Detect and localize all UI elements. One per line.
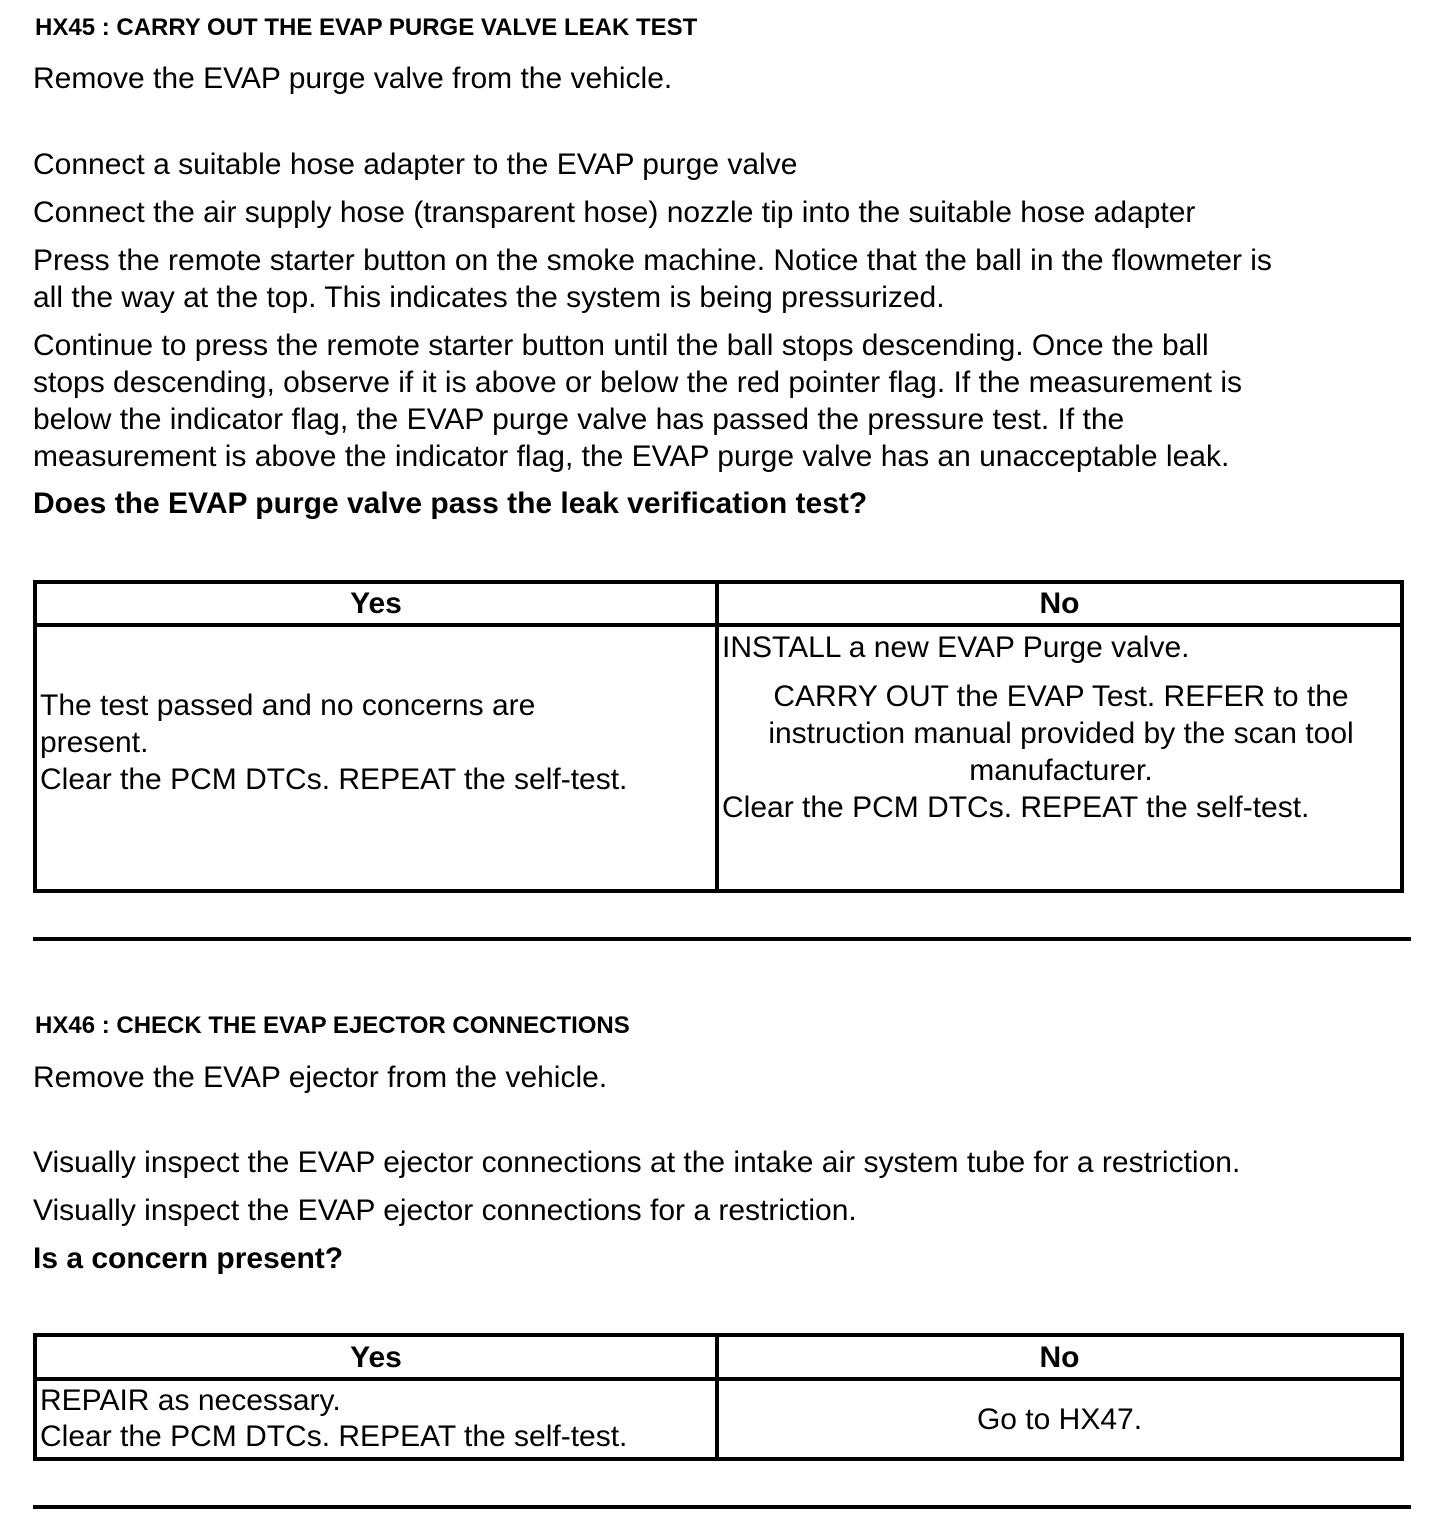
table-row (35, 1379, 1402, 1459)
decision-table-hx46 (33, 1333, 1404, 1461)
instruction-continue-press (33, 327, 1242, 475)
paragraph-line: Press the remote starter button on the smoke machine. Notice that the ball in the flowmeter is (33, 244, 1272, 277)
no-cell-line: manufacturer. (969, 754, 1153, 787)
no-header: No (717, 582, 1402, 625)
paragraph-line: Continue to press the remote starter button until the ball stops descending. Once the ball (33, 329, 1209, 362)
decision-table-hx45 (33, 580, 1404, 893)
paragraph-line: stops descending, observe if it is above or below the red pointer flag. If the measurement is (33, 366, 1242, 399)
question-concern-present: Is a concern present? (33, 1242, 344, 1275)
paragraph-line: below the indicator flag, the EVAP purge valve has passed the pressure test. If the (33, 403, 1125, 436)
no-cell (717, 1379, 1402, 1459)
instruction-inspect-ejector-connections: Visually inspect the EVAP ejector connections for a restriction. (33, 1194, 857, 1227)
no-cell-line: instruction manual provided by the scan tool (768, 717, 1354, 750)
yes-cell-line: present. (40, 725, 149, 759)
instruction-press-remote-starter (33, 242, 1272, 316)
no-cell-line: Clear the PCM DTCs. REPEAT the self-test. (722, 791, 1310, 824)
no-cell-line: Go to HX47. (976, 1402, 1143, 1436)
instruction-remove-ejector: Remove the EVAP ejector from the vehicle. (33, 1061, 608, 1094)
section-divider (33, 1505, 1411, 1509)
section-heading-hx46: HX46 : CHECK THE EVAP EJECTOR CONNECTIONS (35, 1012, 630, 1039)
paragraph-line: all the way at the top. This indicates the system is being pressurized. (33, 281, 945, 314)
table-row (35, 625, 1402, 891)
section-divider (33, 937, 1411, 941)
yes-header: Yes (35, 1335, 717, 1379)
table-header-row (35, 1335, 1402, 1379)
yes-cell (35, 1379, 717, 1459)
instruction-connect-air-supply: Connect the air supply hose (transparent hose) nozzle tip into the suitable hose adapter (33, 196, 1196, 229)
paragraph-line: measurement is above the indicator flag, the EVAP purge valve has an unacceptable leak. (33, 440, 1230, 473)
table-header-row (35, 582, 1402, 625)
instruction-inspect-intake-connections: Visually inspect the EVAP ejector connections at the intake air system tube for a restriction. (33, 1146, 1241, 1179)
yes-cell-line: Clear the PCM DTCs. REPEAT the self-test. (40, 1420, 628, 1453)
no-cell-line: CARRY OUT the EVAP Test. REFER to the (773, 680, 1349, 713)
yes-header: Yes (35, 582, 717, 625)
instruction-connect-hose-adapter: Connect a suitable hose adapter to the EVAP purge valve (33, 148, 798, 181)
yes-cell-line: Clear the PCM DTCs. REPEAT the self-test. (40, 762, 628, 796)
instruction-remove-purge-valve: Remove the EVAP purge valve from the vehicle. (33, 62, 673, 95)
question-leak-test: Does the EVAP purge valve pass the leak verification test? (33, 487, 868, 520)
yes-cell-line: The test passed and no concerns are (40, 688, 536, 722)
yes-cell-line: REPAIR as necessary. (40, 1384, 341, 1417)
yes-cell (35, 625, 717, 891)
section-heading-hx45: HX45 : CARRY OUT THE EVAP PURGE VALVE LEAK TEST (35, 14, 698, 41)
no-header: No (717, 1335, 1402, 1379)
no-cell (717, 625, 1402, 891)
no-cell-line: INSTALL a new EVAP Purge valve. (722, 631, 1190, 664)
